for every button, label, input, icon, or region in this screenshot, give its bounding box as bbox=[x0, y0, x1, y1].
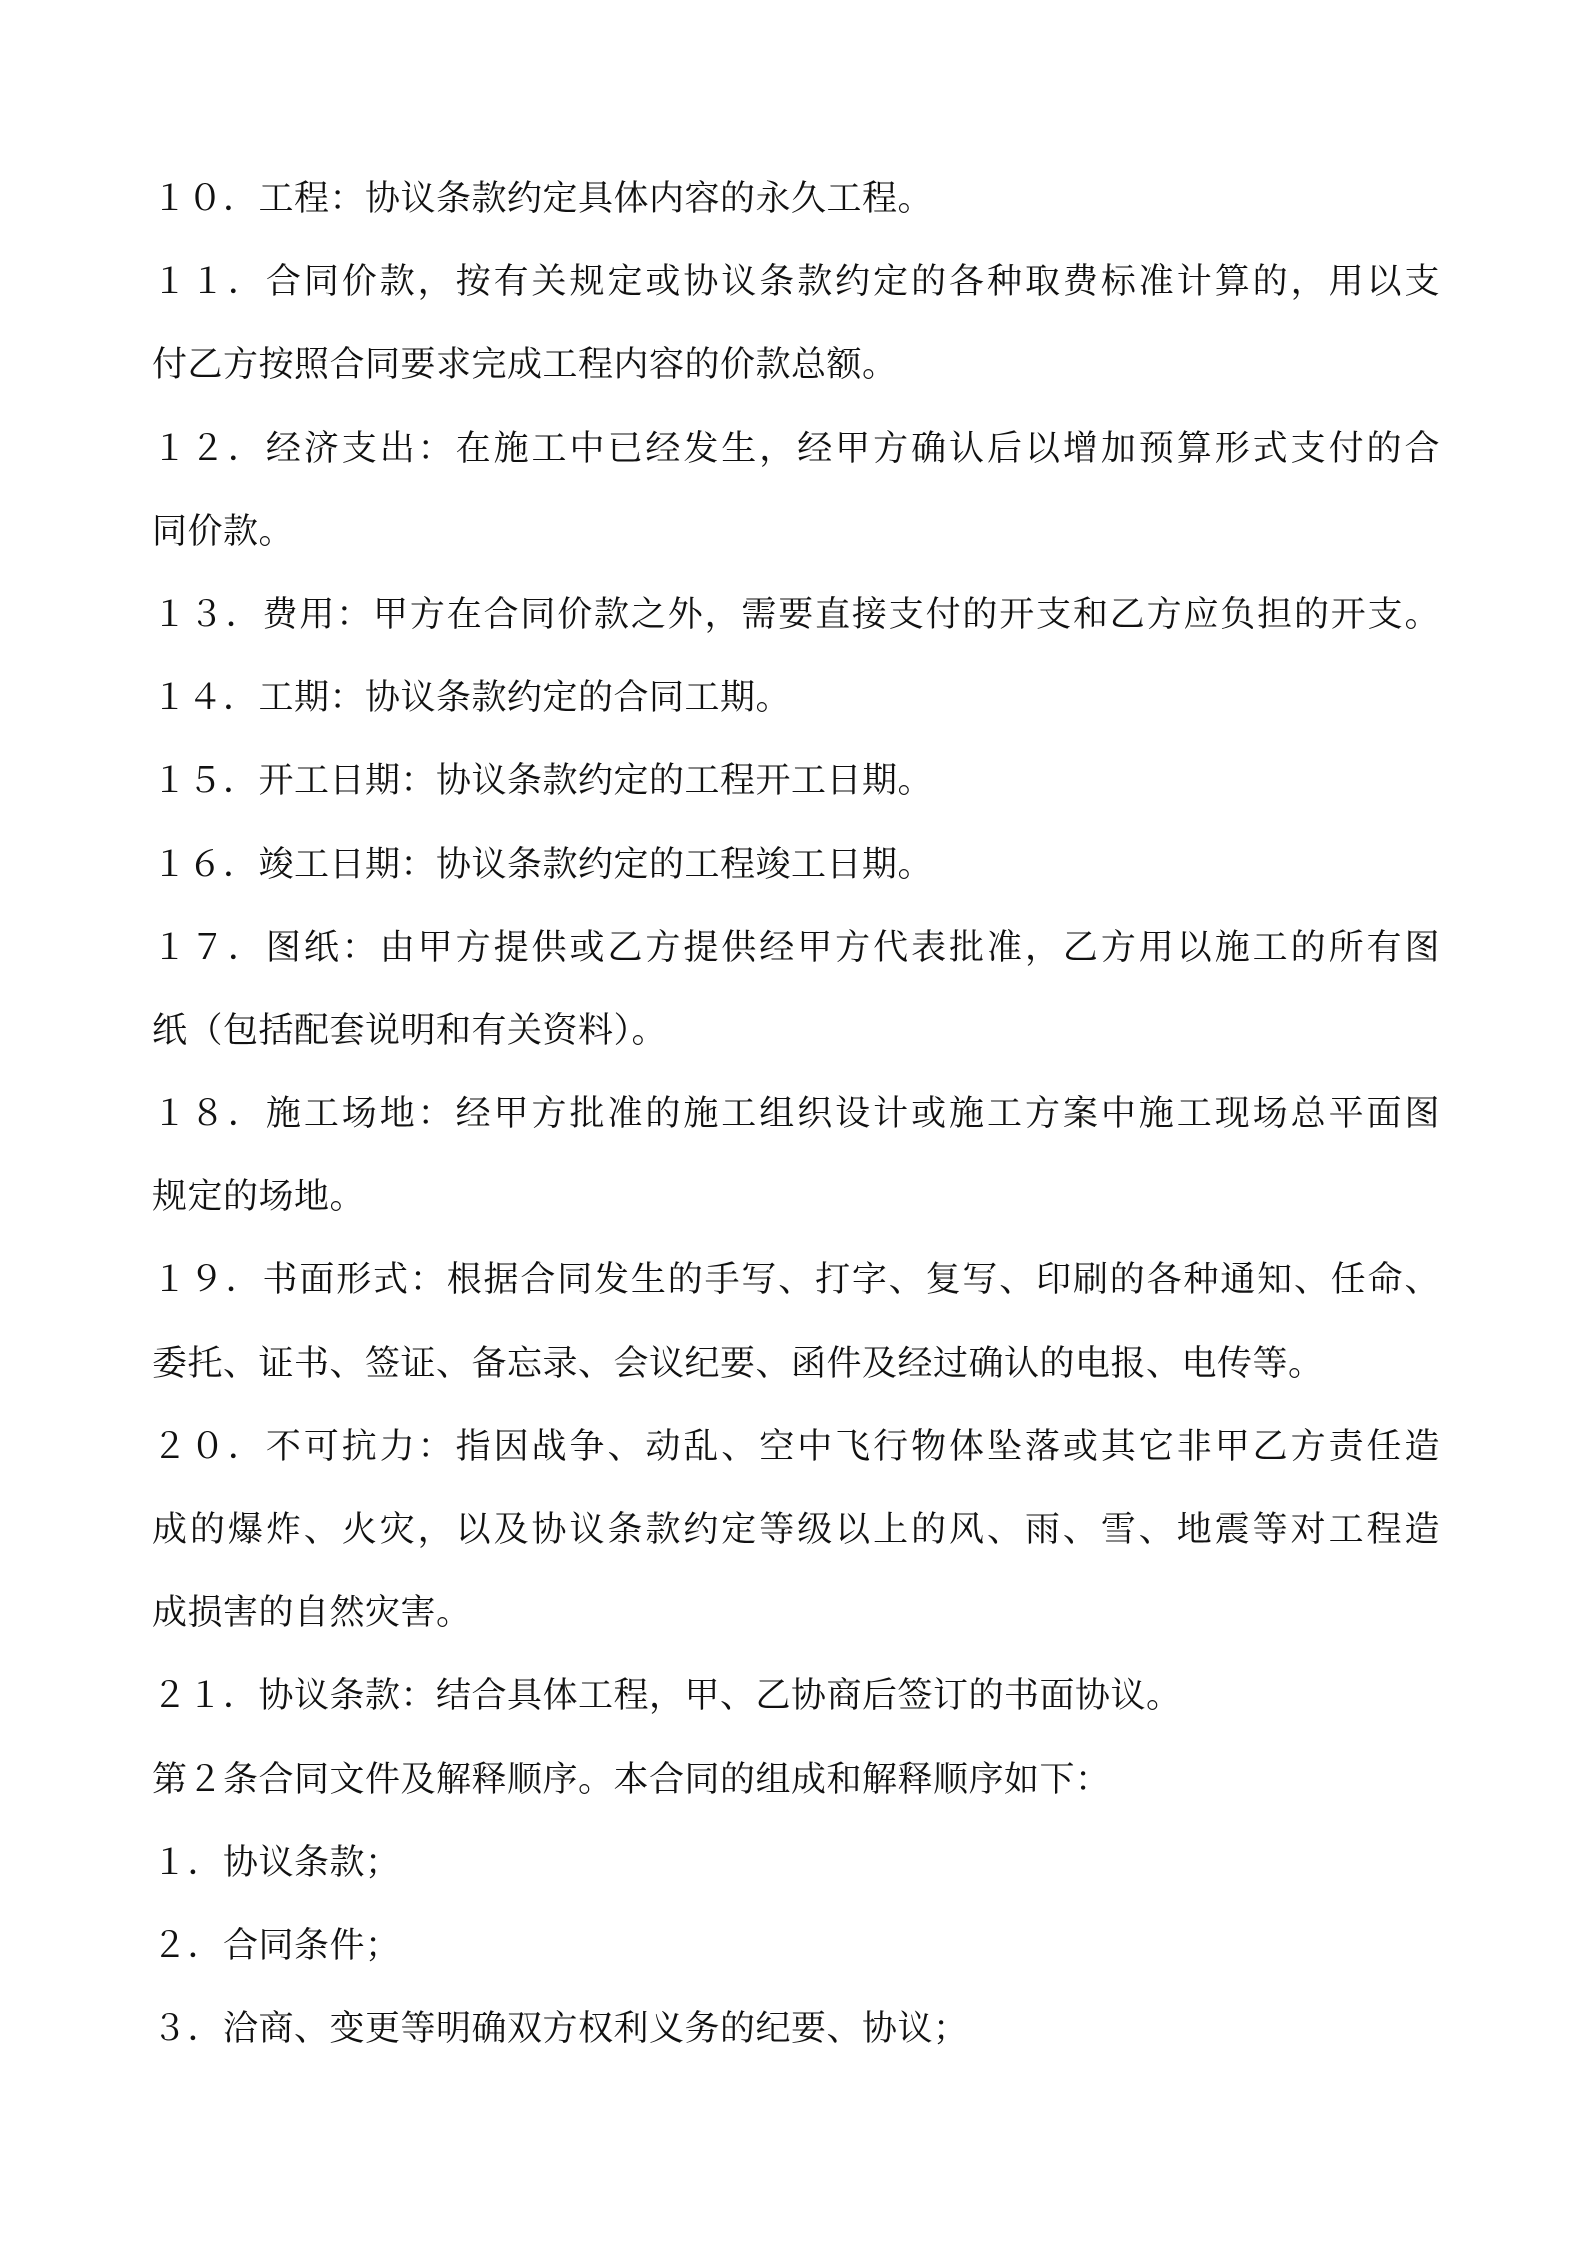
text-line: 规定的场地。 bbox=[152, 1177, 366, 1218]
text-line: ２．合同条件； bbox=[152, 1925, 401, 1966]
text-line: １２．经济支出：在施工中已经发生，经甲方确认后以增加预算形式支付的合 bbox=[152, 428, 1440, 469]
document-body bbox=[152, 158, 1440, 2071]
text-line: １６．竣工日期：协议条款约定的工程竣工日期。 bbox=[152, 844, 934, 885]
text-line: ３．洽商、变更等明确双方权利义务的纪要、协议； bbox=[152, 2009, 969, 2050]
text-line: 成的爆炸、火灾，以及协议条款约定等级以上的风、雨、雪、地震等对工程造 bbox=[152, 1510, 1440, 1550]
text-line: 同价款。 bbox=[152, 511, 295, 552]
text-line: １４．工期：协议条款约定的合同工期。 bbox=[152, 678, 792, 719]
text-line: １０．工程：协议条款约定具体内容的永久工程。 bbox=[152, 179, 934, 219]
text-line: 成损害的自然灾害。 bbox=[152, 1593, 472, 1634]
text-line: 纸（包括配套说明和有关资料）。 bbox=[152, 1010, 668, 1051]
text-line: １９．书面形式：根据合同发生的手写、打字、复写、印刷的各种通知、任命、 bbox=[152, 1260, 1440, 1301]
text-line: １７．图纸：由甲方提供或乙方提供经甲方代表批准，乙方用以施工的所有图 bbox=[152, 927, 1440, 968]
text-line: ２０．不可抗力：指因战争、动乱、空中飞行物体坠落或其它非甲乙方责任造 bbox=[152, 1426, 1440, 1467]
text-line: １３．费用：甲方在合同价款之外，需要直接支付的开支和乙方应负担的开支。 bbox=[152, 594, 1440, 635]
text-line: １．协议条款； bbox=[152, 1842, 401, 1883]
text-line: 委托、证书、签证、备忘录、会议纪要、函件及经过确认的电报、电传等。 bbox=[152, 1343, 1324, 1384]
text-line: １８．施工场地：经甲方批准的施工组织设计或施工方案中施工现场总平面图 bbox=[152, 1094, 1440, 1135]
text-line: １５．开工日期：协议条款约定的工程开工日期。 bbox=[152, 761, 934, 802]
text-line: 付乙方按照合同要求完成工程内容的价款总额。 bbox=[152, 345, 898, 386]
text-line: 第２条合同文件及解释顺序。本合同的组成和解释顺序如下： bbox=[152, 1759, 1111, 1800]
text-line: ２１．协议条款：结合具体工程，甲、乙协商后签订的书面协议。 bbox=[152, 1676, 1182, 1717]
text-line: １１．合同价款，按有关规定或协议条款约定的各种取费标准计算的，用以支 bbox=[152, 262, 1440, 303]
